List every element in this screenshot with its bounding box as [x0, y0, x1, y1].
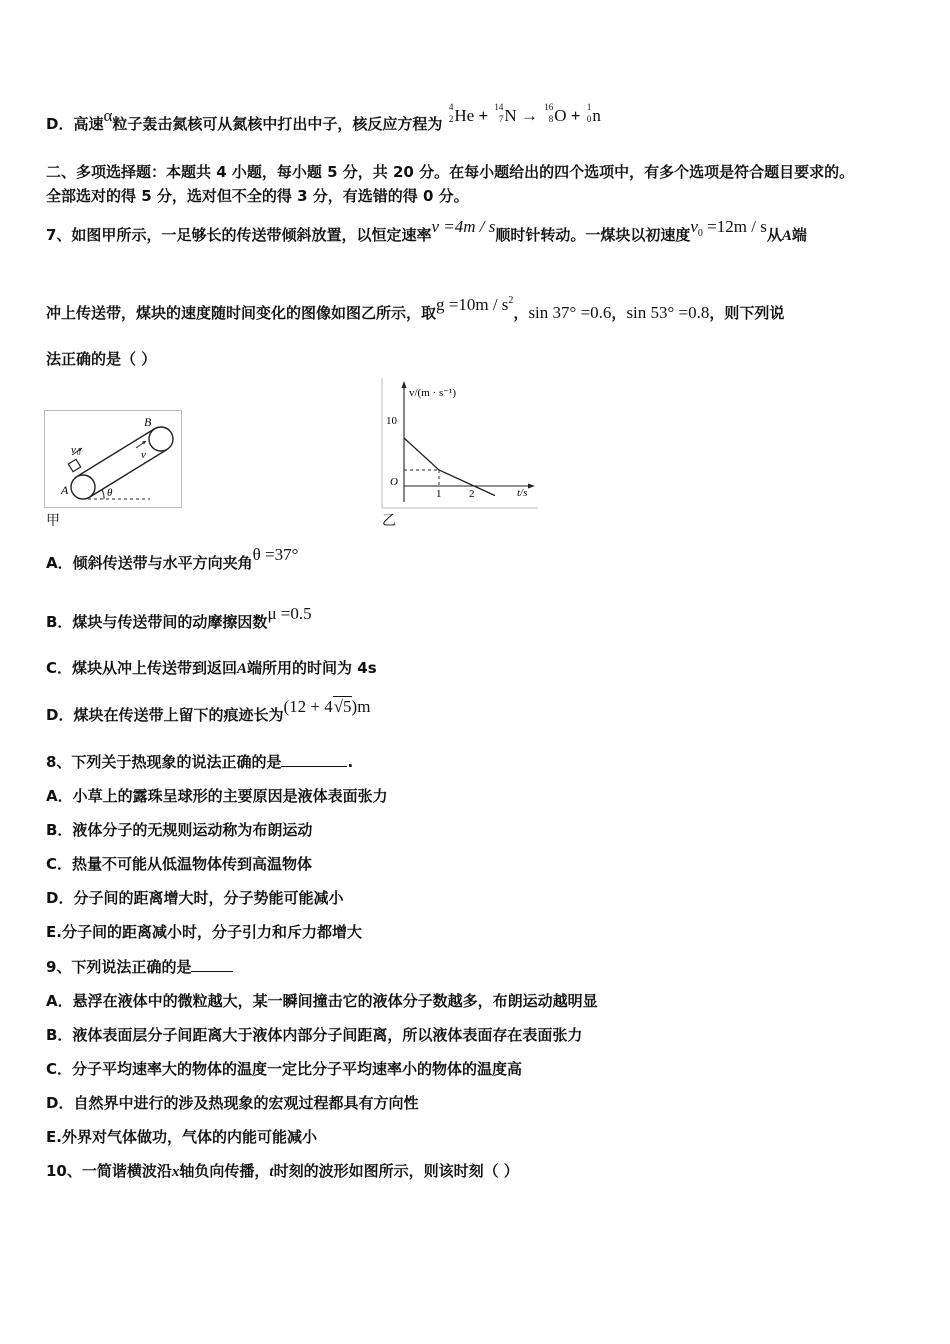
q9-option-b: B．液体表面层分子间距离大于液体内部分子间距离，所以液体表面存在表面张力 [46, 1026, 583, 1044]
y-tick-10: 10 [386, 415, 397, 427]
figure-yi-label: 乙 [382, 513, 396, 529]
q7-option-a: A．倾斜传送带与水平方向夹角θ =37° [46, 545, 299, 572]
nuclear-equation: 4 2 He + 14 7 N → 16 8 O + 1 0 n [448, 102, 601, 125]
q8-stem: 8、下列关于热现象的说法正确的是 . [46, 753, 354, 771]
x-tick-1: 1 [436, 488, 442, 500]
vt-graph [380, 378, 540, 510]
figure-jia-label: 甲 [46, 513, 60, 529]
q7-stem-line1: 7、如图甲所示，一足够长的传送带倾斜放置，以恒定速率v =4m / s顺时针转动。一煤块以初速度$v_0 =12m / s$从A端 [46, 217, 807, 244]
v-expression: v =4m / s [431, 217, 496, 236]
belt-bottom [89, 450, 167, 498]
q7-stem-line3: 法正确的是（ ） [46, 350, 157, 368]
q9-option-c: C．分子平均速率大的物体的温度一定比分子平均速率小的物体的温度高 [46, 1060, 523, 1078]
x-axis-label: t/s [517, 487, 528, 499]
q8-option-a: A．小草上的露珠呈球形的主要原因是液体表面张力 [46, 787, 388, 805]
alpha-symbol: α [103, 106, 113, 125]
g-expression: $g =10m / s^2$ [436, 295, 514, 314]
origin-label: O [390, 476, 398, 488]
q8-option-c: C．热量不可能从低温物体传到高温物体 [46, 855, 313, 873]
svg-text:0: 0 [77, 449, 81, 457]
sin37-expression: sin 37° =0.6 [528, 303, 612, 322]
label-v0: v [71, 444, 76, 456]
q7-option-d: D．煤块在传送带上留下的痕迹长为(12 + 4√5)m [46, 697, 371, 724]
q8-option-d: D．分子间的距离增大时，分子势能可能减小 [46, 889, 344, 907]
section2-line2: 全部选对的得 5 分，选对但不全的得 3 分，有选错的得 0 分。 [46, 187, 469, 205]
q7-option-c: C．煤块从冲上传送带到返回A端所用的时间为 4s [46, 659, 377, 677]
sin53-expression: sin 53° =0.8 [626, 303, 710, 322]
q9-option-d: D．自然界中进行的涉及热现象的宏观过程都具有方向性 [46, 1094, 419, 1112]
x-tick-2: 2 [469, 488, 475, 500]
q7-stem-line2: 冲上传送带，煤块的速度随时间变化的图像如图乙所示，取$g =10m / s^2$，sin 37° =0.6，sin 53° =0.8，则下列说 [46, 295, 785, 322]
label-v: v [141, 449, 146, 461]
section2-line1: 二、多项选择题：本题共 4 小题，每小题 5 分，共 20 分。在每小题给出的四个选项中，有多个选项是符合题目要求的。 [46, 163, 855, 181]
q8-option-b: B．液体分子的无规则运动称为布朗运动 [46, 821, 313, 839]
label-a: A [61, 483, 69, 497]
v0-expression: $v_0 =12m / s$ [690, 217, 767, 239]
velocity-series-line [404, 438, 495, 496]
conveyor-diagram [44, 410, 184, 510]
q8-option-e: E.分子间的距离减小时，分子引力和斥力都增大 [46, 923, 362, 941]
figure-jia [44, 410, 184, 510]
coal-block [68, 459, 80, 471]
label-theta: θ [107, 487, 113, 499]
q10-stem: 10、一简谐横波沿x轴负向传播，t时刻的波形如图所示，则该时刻（ ） [46, 1162, 519, 1180]
q9-option-a: A．悬浮在液体中的微粒越大，某一瞬间撞击它的液体分子数越多，布朗运动越明显 [46, 992, 598, 1010]
q6-option-d: D．高速α粒子轰击氮核可从氮核中打出中子，核反应方程为 4 2 He + 14 7 N → 16 8 O + 1 0 n [46, 102, 601, 133]
q9-option-e: E.外界对气体做功，气体的内能可能减小 [46, 1128, 317, 1146]
figure-yi [380, 378, 540, 510]
y-axis-label: v/(m · s⁻¹) [409, 387, 456, 399]
q7-option-b: B．煤块与传送带间的动摩擦因数μ =0.5 [46, 604, 312, 631]
q9-stem: 9、下列说法正确的是 [46, 957, 233, 977]
label-b: B [144, 415, 152, 429]
